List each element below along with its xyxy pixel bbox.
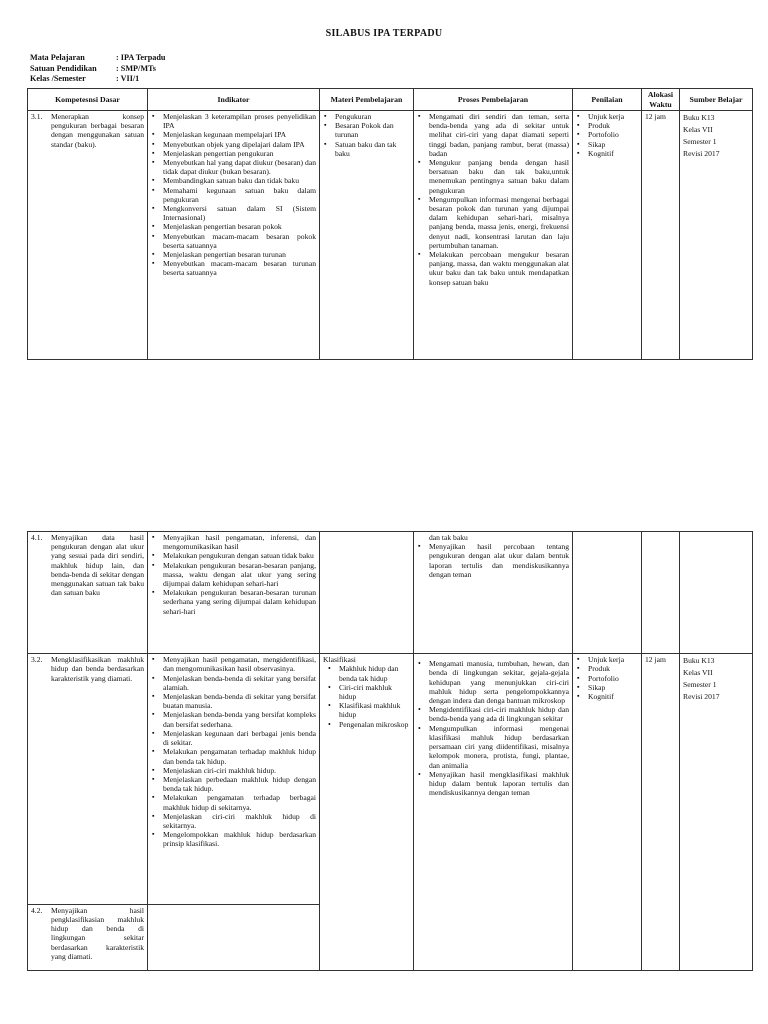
list-item: ▪ Produk — [576, 664, 638, 673]
cell-materi — [320, 532, 414, 654]
list-item: ▪ Menyebutkan objek yang dipelajari dalam IPA — [151, 140, 316, 149]
document-meta — [30, 53, 165, 85]
list-item: ▪ Menyajikan hasil pengamatan, inferensi, dan mengomunikasikan hasil — [151, 533, 316, 551]
cell-materi — [320, 654, 414, 971]
list-item: ▪ Menjelaskan ciri-ciri makhluk hidup di sekitarnya. — [151, 812, 316, 830]
meta-value: : SMP/MTs — [116, 63, 156, 73]
list-item: ▪ Menjelaskan benda-benda di sekitar yang bersifat buatan manusia. — [151, 692, 316, 710]
list-item: • Mengumpulkan informasi mengenai klasifikasi mahluk hidup berdasarkan persamaan ciri yang diidentifikasi, misalnya kelompok monera, protista, fungi, plantae, dan animalia — [417, 724, 569, 770]
sumber-line: Semester 1 — [683, 137, 717, 146]
list-item: ▪ Kognitif — [576, 149, 638, 158]
sumber-line: Buku K13 — [683, 113, 715, 122]
kd-number: 3.1. — [31, 112, 43, 121]
cell-penilaian — [573, 111, 642, 360]
list-item: • Mengidentifikasi ciri-ciri makhluk hidup dan benda-benda yang ada di lingkungan sekitar — [417, 705, 569, 723]
list-item: • Makhluk hidup dan benda tak hidup — [327, 664, 410, 682]
cell-indikator — [148, 532, 320, 654]
header-sumber: Sumber Belajar — [680, 89, 753, 111]
list-item: ▪ Portofolio — [576, 674, 638, 683]
cell-sumber — [680, 111, 753, 360]
table-row-3-2 — [28, 654, 753, 905]
header-proses: Proses Pembelajaran — [414, 89, 573, 111]
list-item: ▪ Mengkonversi satuan dalam SI (Sistem Internasional) — [151, 204, 316, 222]
cell-indikator — [148, 654, 320, 905]
table-header-row — [28, 89, 753, 111]
list-item: ▪ Menyajikan hasil percobaan tentang pengukuran dengan alat ukur dalam bentuk laporan tertulis dan mendiskusikannya dengan teman — [417, 542, 569, 579]
meta-row-class — [30, 74, 165, 85]
list-item: ▪ Mengumpulkan informasi mengenai berbagai besaran pokok dan turunan yang dijumpai dalam kehidupan sehari-hari, misalnya panjang benda, massa jenis, energi, frekuensi denyut nadi, konsentrasi larutan dan laju pertumbuhan tanaman. — [417, 195, 569, 250]
list-item: ▪ Melakukan pengukuran besaran-besaran panjang, massa, waktu dengan alat ukur yang sering dijumpai dalam kehidupan sehari-hari — [151, 561, 316, 589]
list-item: ▪ Mengelompokkan makhluk hidup berdasarkan prinsip klasifikasi. — [151, 830, 316, 848]
list-item: ▪ Melakukan pengukuran dengan satuan tidak baku — [151, 551, 316, 560]
cell-kd — [28, 532, 148, 654]
sumber-line: Semester 1 — [683, 680, 717, 690]
list-item: • Pengenalan mikroskop — [327, 720, 410, 729]
list-item: ▪ Produk — [576, 121, 638, 130]
meta-label: Mata Pelajaran — [30, 53, 85, 62]
cell-alokasi: 12 jam — [642, 111, 680, 360]
list-item: ▪ Menyebutkan hal yang dapat diukur (besaran) dan tidak dapat diukur (bukan besaran). — [151, 158, 316, 176]
list-item: • Klasifikasi makhluk hidup — [327, 701, 410, 719]
list-item: • Mengamati manusia, tumbuhan, hewan, dan benda di lingkungan sekitar, gejala-gejala kehidupan yang menunjukkan ciri-ciri mahluk hidup serta pengelompokkannya dengan indera dan denga bantuan mikroskop — [417, 659, 569, 705]
header-penilaian: Penilaian — [573, 89, 642, 111]
list-item: ▪ Menjelaskan pengertian besaran turunan — [151, 250, 316, 259]
kd-text: Menerapkan konsep pengukuran berbagai besaran dengan menggunakan satuan standar (baku). — [51, 112, 144, 149]
sumber-line: Buku K13 — [683, 656, 715, 666]
kd-number: 4.1. — [31, 533, 43, 542]
cell-kd — [28, 904, 148, 970]
cell-proses — [414, 654, 573, 971]
kd-number: 3.2. — [31, 655, 43, 665]
proses-continuation: dan tak baku — [429, 533, 468, 542]
list-item: ▪ Unjuk kerja — [576, 112, 638, 121]
list-item: ▪ Besaran Pokok dan turunan — [323, 121, 410, 139]
list-item: ▪ Menyebutkan macam-macam besaran turunan beserta satuannya — [151, 259, 316, 277]
sumber-line: Revisi 2017 — [683, 692, 720, 702]
syllabus-table-page2 — [27, 531, 753, 971]
header-materi: Materi Pembelajaran — [320, 89, 414, 111]
meta-value: : VII/1 — [116, 74, 140, 83]
cell-indikator — [148, 904, 320, 970]
list-item: ▪ Menjelaskan pengertian besaran pokok — [151, 222, 316, 231]
cell-sumber — [680, 532, 753, 654]
list-item: ▪ Melakukan pengukuran besaran-besaran turunan sederhana yang sering dijumpai dalam kehidupan sehari-hari — [151, 588, 316, 616]
list-item: • Menyajikan hasil mengklasifikasi makhluk hidup dalam bentuk laporan tertulis dan mendiskusikannya dengan teman — [417, 770, 569, 798]
cell-penilaian — [573, 532, 642, 654]
kd-text: Menyajikan hasil pengklasifikasian makhluk hidup dan benda di lingkungan sekitar berdasarkan karakteristik yang diamati. — [51, 905, 144, 961]
document-title: SILABUS IPA TERPADU — [325, 28, 443, 39]
list-item: ▪ Memahami kegunaan satuan baku dalam pengukuran — [151, 186, 316, 204]
list-item: ▪ Menjelaskan kegunaan dari berbagai jenis benda di sekitar. — [151, 729, 316, 747]
materi-title: Klasifikasi — [323, 655, 356, 665]
syllabus-table-page1 — [27, 88, 753, 360]
list-item: ▪ Unjuk kerja — [576, 655, 638, 664]
list-item: ▪ Portofolio — [576, 130, 638, 139]
cell-alokasi: 12 jam — [642, 654, 680, 971]
list-item: ▪ Mengukur panjang benda dengan hasil bersatuan baku dan tak baku,untuk menemukan pentingnya satuan baku dalam pengukuran — [417, 158, 569, 195]
list-item: ▪ Menjelaskan 3 keterampilan proses penyelidikan IPA — [151, 112, 316, 130]
meta-row-subject — [30, 53, 165, 64]
cell-indikator — [148, 111, 320, 360]
cell-proses — [414, 532, 573, 654]
list-item: ▪ Sikap — [576, 140, 638, 149]
list-item: • Ciri-ciri makhluk hidup — [327, 683, 410, 701]
sumber-line: Kelas VII — [683, 668, 713, 678]
cell-sumber — [680, 654, 753, 971]
meta-label: Kelas /Semester — [30, 74, 86, 83]
cell-proses — [414, 111, 573, 360]
cell-penilaian — [573, 654, 642, 971]
list-item: ▪ Mengamati diri sendiri dan teman, serta benda-benda yang ada di sekitar untuk melihat ciri-ciri yang dapat diamati seperti tinggi badan, panjang rambut, berat (massa) badan — [417, 112, 569, 158]
list-item: ▪ Membandingkan satuan baku dan tidak baku — [151, 176, 316, 185]
meta-row-school — [30, 64, 165, 75]
list-item: ▪ Menjelaskan ciri-ciri makhluk hidup. — [151, 766, 316, 775]
list-item: ▪ Melakukan pengamatan terhadap makhluk hidup dan benda tak hidup. — [151, 747, 316, 765]
cell-kd — [28, 654, 148, 905]
list-item: ▪ Satuan baku dan tak baku — [323, 140, 410, 158]
list-item: ▪ Melakukan percobaan mengukur besaran panjang, massa, dan waktu menggunakan alat ukur baku dan tak baku untuk mendapatkan konsep satuan baku — [417, 250, 569, 287]
cell-materi — [320, 111, 414, 360]
list-item: ▪ Menjelaskan kegunaan mempelajari IPA — [151, 130, 316, 139]
header-kd: Kompetesnsi Dasar — [28, 89, 148, 111]
list-item: ▪ Menyajikan hasil pengamatan, mengidentifikasi, dan mengomunikasikan hasil observasinya. — [151, 655, 316, 673]
list-item: ▪ Pengukuran — [323, 112, 410, 121]
sumber-line: Revisi 2017 — [683, 149, 720, 158]
list-item: ▪ Menjelaskan benda-benda yang bersifat kompleks dan bersifat sederhana. — [151, 710, 316, 728]
header-alokasi: Alokasi Waktu — [642, 89, 680, 111]
table-row-4-1 — [28, 532, 753, 654]
meta-label: Satuan Pendidikan — [30, 63, 97, 73]
kd-text: Menyajikan data hasil pengukuran dengan alat ukur yang sesuai pada diri sendiri, makhluk hidup lain, dan benda-benda di sekitar dengan menggunakan satuan tak baku dan satuan baku — [51, 533, 144, 598]
header-indikator: Indikator — [148, 89, 320, 111]
sumber-line: Kelas VII — [683, 125, 713, 134]
cell-alokasi — [642, 532, 680, 654]
cell-kd — [28, 111, 148, 360]
list-item: ▪ Melakukan pengamatan terhadap berbagai makhluk hidup di sekitarnya. — [151, 793, 316, 811]
list-item: ▪ Menyebutkan macam-macam besaran pokok beserta satuannya — [151, 232, 316, 250]
kd-text: Mengklasifikasikan makhluk hidup dan benda berdasarkan karakteristik yang diamati. — [51, 655, 144, 683]
list-item: ▪ Kognitif — [576, 692, 638, 701]
table-row-3-1 — [28, 111, 753, 360]
meta-value: : IPA Terpadu — [116, 53, 166, 62]
list-item: ▪ Menjelaskan benda-benda di sekitar yang bersifat alamiah. — [151, 674, 316, 692]
list-item: ▪ Sikap — [576, 683, 638, 692]
list-item: ▪ Menjelaskan pengertian pengukuran — [151, 149, 316, 158]
list-item: ▪ Menjelaskan perbedaan makhluk hidup dengan benda tak hidup. — [151, 775, 316, 793]
kd-number: 4.2. — [31, 905, 43, 915]
